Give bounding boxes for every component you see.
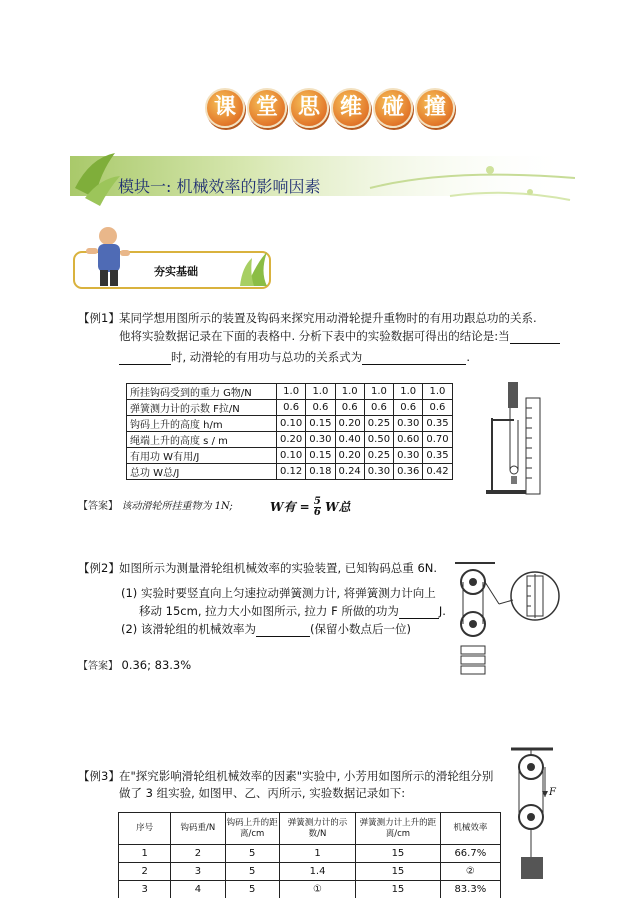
table-row: [127, 448, 453, 464]
table-cell-label: 有用功 W有用/J: [127, 448, 277, 464]
force-label: F: [549, 787, 556, 798]
table-cell: 0.40: [335, 432, 364, 448]
table-cell: 0.18: [306, 464, 335, 480]
example2-tag: 【例2】: [78, 561, 120, 575]
answer-label: 【答案】: [78, 501, 118, 512]
example1-line3: [119, 350, 470, 365]
answer-formula: [270, 497, 351, 518]
table-cell: 15: [356, 881, 440, 898]
table-cell: 5: [225, 881, 279, 898]
section-label: 夯实基础: [154, 265, 198, 278]
period: .: [466, 350, 470, 364]
table-row: [127, 384, 453, 400]
table-cell: 1.4: [279, 863, 355, 881]
table-cell: 0.25: [364, 448, 393, 464]
table-cell: 15: [356, 863, 440, 881]
pulley-stand-figure: [478, 378, 558, 498]
table-cell: 0.60: [394, 432, 423, 448]
example2-item1a: (1) 实验时要竖直向上匀速拉动弹簧测力计, 将弹簧测力计向上: [121, 586, 436, 600]
example2-answer: [78, 657, 191, 673]
table-row: [127, 464, 453, 480]
table-cell: 0.35: [423, 448, 452, 464]
fraction-numerator: 5: [313, 496, 321, 507]
table-cell: 0.42: [423, 464, 452, 480]
answer-blank: [362, 353, 466, 365]
banner-char: 堂: [247, 88, 287, 128]
table-cell: 0.35: [423, 416, 452, 432]
example1-line2: [119, 329, 560, 344]
table-cell: 1: [279, 845, 355, 863]
table-cell-label: 弹簧测力计的示数 F拉/N: [127, 400, 277, 416]
module-title: 模块一: 机械效率的影响因素: [118, 177, 321, 196]
table-row: [119, 881, 501, 898]
table-cell: 0.6: [335, 400, 364, 416]
table-row: [119, 845, 501, 863]
table-cell: 0.15: [306, 448, 335, 464]
answer-blank: [510, 332, 560, 344]
banner-char: 碰: [373, 88, 413, 128]
table-cell: 5: [225, 863, 279, 881]
table-cell: 0.10: [277, 448, 306, 464]
table-cell: 2: [171, 845, 225, 863]
table-cell: 2: [119, 863, 171, 881]
example2-line1: 如图所示为测量滑轮组机械效率的实验装置, 已知钩码总重 6N.: [119, 561, 438, 575]
table-cell: 0.30: [364, 464, 393, 480]
example1-line3-text: 时, 动滑轮的有用功与总功的关系式为: [171, 350, 363, 364]
table-cell-label: 钩码上升的高度 h/m: [127, 416, 277, 432]
example1-line2-text: 他将实验数据记录在下面的表格中. 分析下表中的实验数据可得出的结论是:当: [119, 329, 510, 343]
table-cell: 0.6: [394, 400, 423, 416]
formula-rhs: W总: [325, 500, 351, 514]
table-cell: 0.25: [364, 416, 393, 432]
unit-text: J.: [438, 604, 446, 618]
table-cell: 66.7%: [440, 845, 500, 863]
table-cell: ②: [440, 863, 500, 881]
table-cell: 0.12: [277, 464, 306, 480]
answer-blank: [399, 607, 439, 619]
table-cell: 0.36: [394, 464, 423, 480]
table-cell: 0.10: [277, 416, 306, 432]
banner-char: 课: [205, 88, 245, 128]
table-cell: 5: [225, 845, 279, 863]
table-cell: ①: [279, 881, 355, 898]
table-cell: 0.70: [423, 432, 452, 448]
table-cell: 1.0: [277, 384, 306, 400]
example1-answer: [78, 497, 498, 519]
example1-tag: 【例1】: [78, 311, 120, 325]
pulley-block-figure: [455, 560, 560, 680]
table-header: 机械效率: [440, 813, 500, 845]
formula-lhs: W有 =: [270, 500, 310, 514]
table-header: 序号: [119, 813, 171, 845]
table-cell: 1.0: [306, 384, 335, 400]
answer-text: 0.36; 83.3%: [121, 658, 192, 672]
table-cell: 0.30: [306, 432, 335, 448]
table-header: 弹簧测力计上升的距离/cm: [356, 813, 440, 845]
table-cell: 0.20: [335, 416, 364, 432]
example3-tag: 【例3】: [78, 769, 120, 783]
example1-table: [126, 383, 453, 480]
table-cell: 1: [119, 845, 171, 863]
table-cell-label: 总功 W总/J: [127, 464, 277, 480]
formula-fraction: [314, 497, 321, 518]
item-text: (2) 该滑轮组的机械效率为: [121, 622, 256, 636]
pulley-system-figure: [505, 745, 565, 885]
table-cell: 0.50: [364, 432, 393, 448]
table-cell: 1.0: [364, 384, 393, 400]
table-cell: 0.20: [277, 432, 306, 448]
table-cell-label: 绳端上升的高度 s / m: [127, 432, 277, 448]
table-header-row: [119, 813, 501, 845]
banner-char: 撞: [415, 88, 455, 128]
table-cell: 3: [171, 863, 225, 881]
table-cell: 15: [356, 845, 440, 863]
banner-char: 维: [331, 88, 371, 128]
answer-label: 【答案】: [78, 661, 118, 672]
table-cell: 0.6: [364, 400, 393, 416]
table-cell: 3: [119, 881, 171, 898]
example1-line1: 某同学想用图所示的装置及钩码来探究用动滑轮提升重物时的有用功跟总功的关系.: [119, 311, 537, 325]
table-cell: 4: [171, 881, 225, 898]
answer-blank: [119, 353, 171, 365]
table-header: 钩码重/N: [171, 813, 225, 845]
banner-char: 思: [289, 88, 329, 128]
item-note: (保留小数点后一位): [309, 622, 411, 636]
table-cell: 1.0: [423, 384, 452, 400]
section-decoration: [72, 222, 272, 292]
table-cell-label: 所挂钩码受到的重力 G物/N: [127, 384, 277, 400]
example3-table: [118, 812, 501, 898]
table-cell: 83.3%: [440, 881, 500, 898]
table-header: 弹簧测力计的示数/N: [279, 813, 355, 845]
fraction-denominator: 6: [313, 507, 321, 518]
example2-item1b: [139, 604, 446, 619]
example3-line2: 做了 3 组实验, 如图甲、乙、丙所示, 实验数据记录如下:: [119, 786, 406, 800]
table-cell: 1.0: [394, 384, 423, 400]
table-cell: 0.20: [335, 448, 364, 464]
table-row: [127, 432, 453, 448]
table-cell: 0.6: [277, 400, 306, 416]
table-cell: 0.6: [423, 400, 452, 416]
answer-text: 该动滑轮所挂重物为 1N;: [121, 501, 233, 512]
table-cell: 0.15: [306, 416, 335, 432]
answer-blank: [256, 625, 310, 637]
table-cell: 1.0: [335, 384, 364, 400]
table-row: [127, 400, 453, 416]
table-row: [127, 416, 453, 432]
table-row: [119, 863, 501, 881]
table-cell: 0.30: [394, 448, 423, 464]
item-text: 移动 15cm, 拉力大小如图所示, 拉力 F 所做的功为: [139, 604, 399, 618]
page-banner: [205, 88, 455, 128]
table-cell: 0.6: [306, 400, 335, 416]
example2-item2: [121, 622, 411, 637]
table-cell: 0.30: [394, 416, 423, 432]
table-cell: 0.24: [335, 464, 364, 480]
table-header: 钩码上升的距离/cm: [225, 813, 279, 845]
example3-line1: 在"探究影响滑轮组机械效率的因素"实验中, 小芳用如图所示的滑轮组分别: [119, 769, 494, 783]
